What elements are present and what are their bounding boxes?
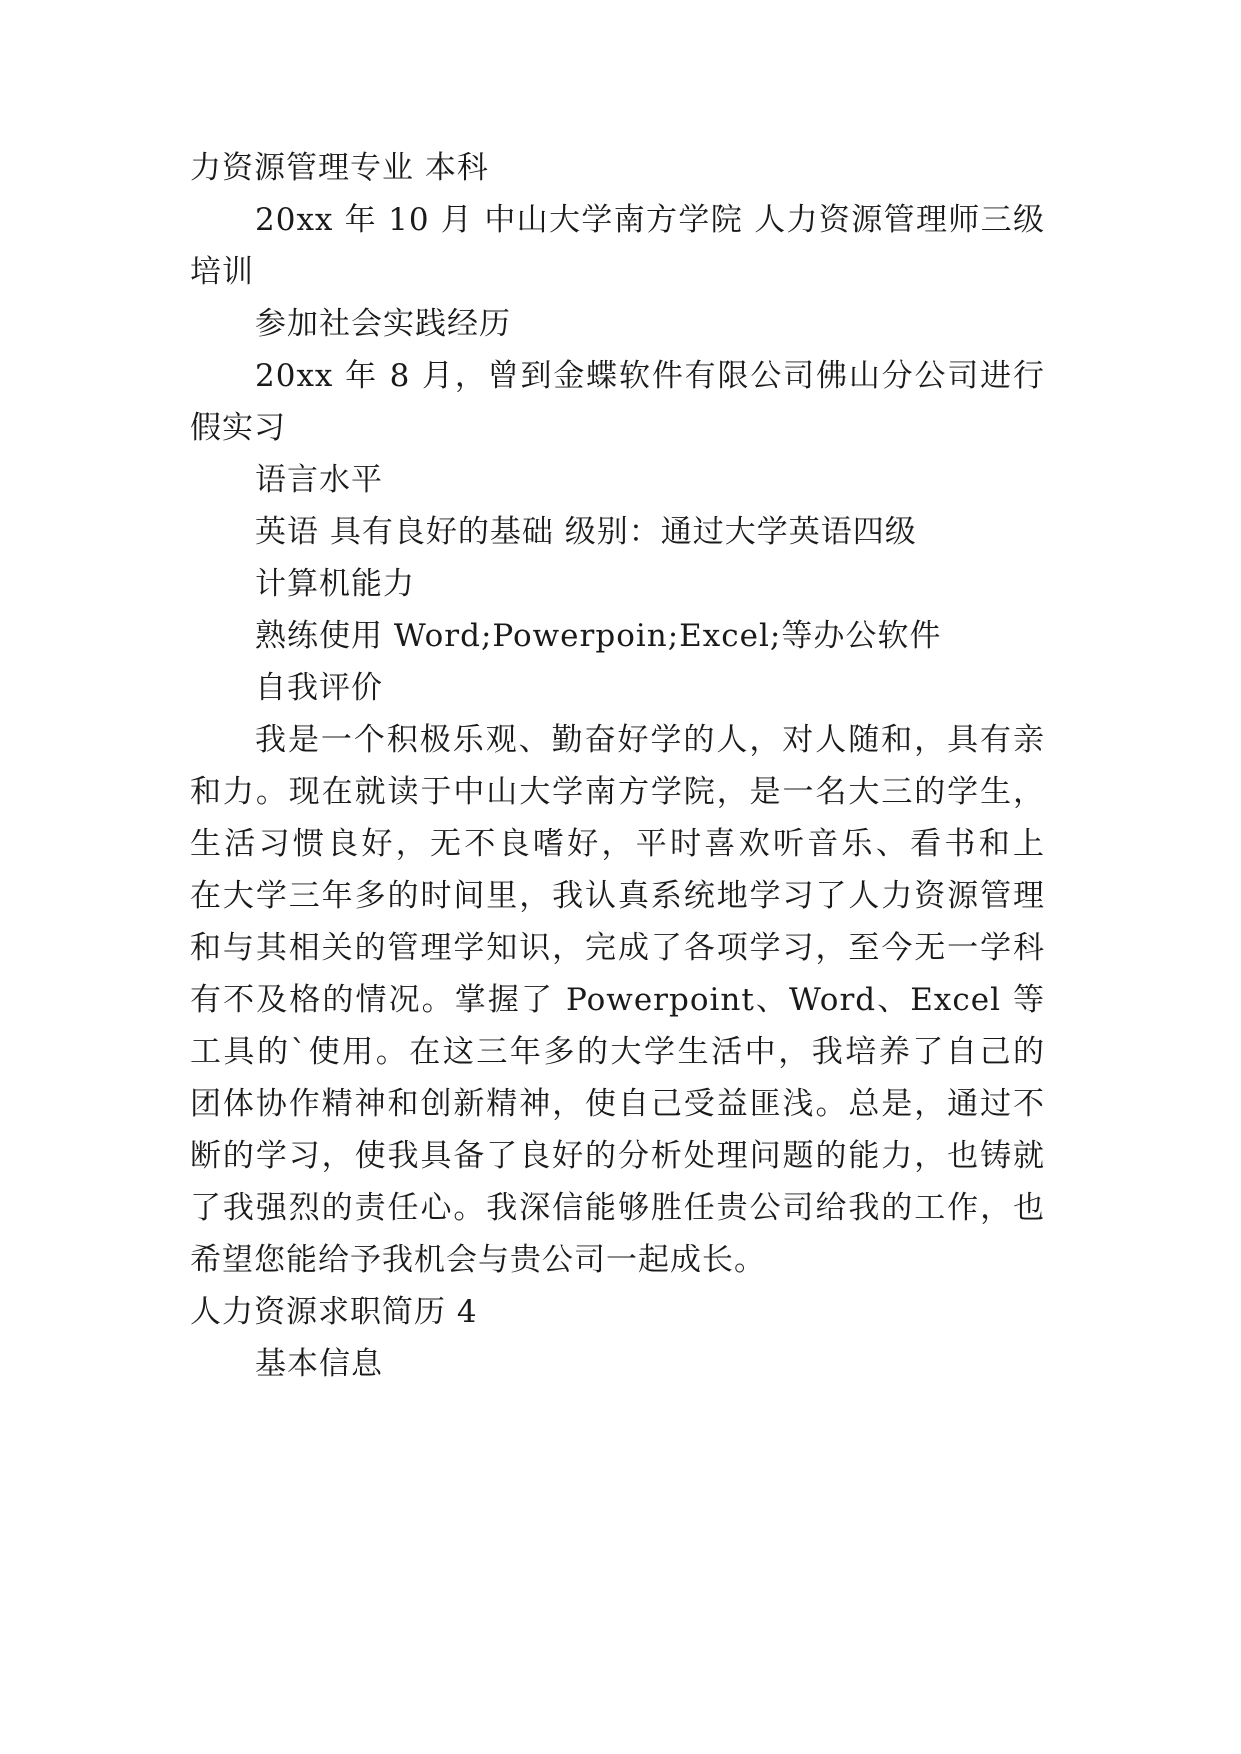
section-heading: 语言水平 [255,462,383,498]
text-line: 培训 [190,254,254,290]
section-heading: 自我评价 [255,670,383,706]
text-line: 力资源管理专业 本科 [190,150,489,186]
text-line: 20xx 年 10 月 中山大学南方学院 人力资源管理师三级 [255,202,1045,238]
text-line: 熟练使用 Word;Powerpoin;Excel;等办公软件 [255,618,942,654]
section-heading: 计算机能力 [255,566,415,602]
section-heading: 基本信息 [255,1346,383,1382]
text-line: 参加社会实践经历 [255,306,511,342]
text-line: 假实习 [190,410,286,446]
text-line: 20xx 年 8 月，曾到金蝶软件有限公司佛山分公司进行 [255,358,1045,394]
text-line: 在大学三年多的时间里，我认真系统地学习了人力资源管理 [190,878,1045,914]
text-line: 希望您能给予我机会与贵公司一起成长。 [190,1242,766,1278]
text-line: 英语 具有良好的基础 级别：通过大学英语四级 [255,514,917,550]
text-line: 了我强烈的责任心。我深信能够胜任贵公司给我的工作，也 [190,1190,1045,1226]
text-line: 工具的`使用。在这三年多的大学生活中，我培养了自己的 [190,1034,1045,1070]
text-line: 生活习惯良好，无不良嗜好，平时喜欢听音乐、看书和上 [190,826,1045,862]
text-line: 断的学习，使我具备了良好的分析处理问题的能力，也铸就 [190,1138,1045,1174]
document-heading: 人力资源求职简历 4 [190,1294,478,1330]
text-line: 团体协作精神和创新精神，使自己受益匪浅。总是，通过不 [190,1086,1045,1122]
text-line: 我是一个积极乐观、勤奋好学的人，对人随和，具有亲 [255,722,1045,758]
text-line: 和与其相关的管理学知识，完成了各项学习，至今无一学科 [190,930,1045,966]
text-line: 和力。现在就读于中山大学南方学院，是一名大三的学生， [190,774,1045,810]
text-line: 有不及格的情况。掌握了 Powerpoint、Word、Excel 等 [190,982,1045,1018]
